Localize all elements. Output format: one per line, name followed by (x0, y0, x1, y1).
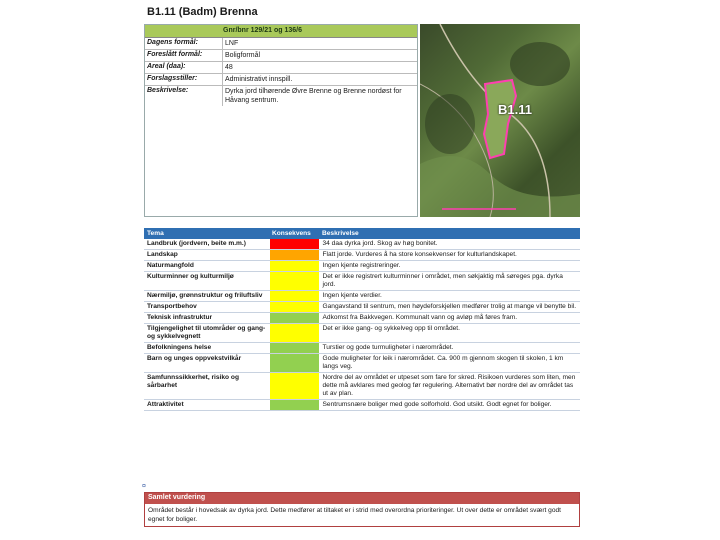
assessment-table (144, 228, 580, 411)
info-key: Foreslått formål: (145, 50, 223, 61)
row-tema: Teknisk infrastruktur (144, 313, 269, 324)
info-value: Administrativt innspill. (225, 76, 293, 83)
summary-header: Samlet vurdering (145, 493, 579, 504)
row-beskrivelse: Det er ikke registrert kulturminner i området, men søkjaktig må søreges pga. dyrka jord. (319, 272, 580, 291)
table-row (144, 291, 580, 302)
consequence-swatch (269, 291, 319, 302)
table-row (144, 400, 580, 411)
row-tema: Tilgjengelighet til utområder og gang- og sykkelvegnett (144, 324, 269, 343)
info-row-area (145, 62, 417, 74)
consequence-swatch (269, 343, 319, 354)
info-value: Dyrka jord tilhørende Øvre Brenne og Brenne nordøst for Håvang sentrum. (225, 88, 402, 104)
table-row (144, 343, 580, 354)
consequence-swatch (269, 250, 319, 261)
row-tema: Samfunnssikkerhet, risiko og sårbarhet (144, 373, 269, 400)
info-row-current-purpose (145, 38, 417, 50)
row-tema: Attraktivitet (144, 400, 269, 411)
consequence-swatch (269, 261, 319, 272)
column-header-tema: Tema (144, 228, 269, 239)
row-tema: Transportbehov (144, 302, 269, 313)
table-row (144, 354, 580, 373)
row-tema: Barn og unges oppvekstvilkår (144, 354, 269, 373)
table-row (144, 373, 580, 400)
table-row (144, 261, 580, 272)
row-beskrivelse: Det er ikke gang- og sykkelveg opp til området. (319, 324, 580, 343)
consequence-swatch (269, 239, 319, 250)
table-row (144, 302, 580, 313)
info-value: LNF (225, 40, 239, 47)
paragraph-marker: ¤ (142, 483, 146, 490)
row-tema: Naturmangfold (144, 261, 269, 272)
consequence-swatch (269, 400, 319, 411)
consequence-swatch (269, 373, 319, 400)
summary-box (144, 492, 580, 527)
consequence-swatch (269, 313, 319, 324)
info-value: 48 (225, 64, 233, 71)
row-tema: Landskap (144, 250, 269, 261)
row-beskrivelse: Sentrumsnære boliger med gode solforhold. God utsikt. Godt egnet for boliger. (319, 400, 580, 411)
row-beskrivelse: Gangavstand til sentrum, men høydeforskjellen medfører trolig at mange vil benytte bil. (319, 302, 580, 313)
row-beskrivelse: Ingen kjente registreringer. (319, 261, 580, 272)
row-tema: Nærmiljø, grønnstruktur og friluftsliv (144, 291, 269, 302)
info-header: Gnr/bnr 129/21 og 136/6 (145, 25, 417, 38)
assessment-header-row (144, 228, 580, 239)
row-tema: Kulturminner og kulturmiljø (144, 272, 269, 291)
table-row (144, 239, 580, 250)
row-beskrivelse: Nordre del av området er utpeset som fare for skred. Risikoen vurderes som liten, men dette må avklares med geolog før regulering. Alternativt bør nordre del av området tas ut av plan. (319, 373, 580, 400)
info-key: Beskrivelse: (145, 86, 223, 106)
row-tema: Landbruk (jordvern, beite m.m.) (144, 239, 269, 250)
row-beskrivelse: Flatt jorde. Vurderes å ha store konsekvenser for kulturlandskapet. (319, 250, 580, 261)
info-key: Dagens formål: (145, 38, 223, 49)
table-row (144, 250, 580, 261)
column-header-beskrivelse: Beskrivelse (319, 228, 580, 239)
row-tema: Befolkningens helse (144, 343, 269, 354)
table-row (144, 313, 580, 324)
table-row (144, 324, 580, 343)
column-header-konsekvens: Konsekvens (269, 228, 319, 239)
info-row-proposer (145, 74, 417, 86)
info-value: Boligformål (225, 52, 261, 59)
consequence-swatch (269, 272, 319, 291)
info-table (144, 24, 418, 217)
map-area-label: B1.11 (498, 102, 532, 117)
aerial-map-image (420, 24, 580, 217)
info-row-description (145, 86, 417, 106)
consequence-swatch (269, 324, 319, 343)
info-key: Forslagsstiller: (145, 74, 223, 85)
row-beskrivelse: Ingen kjente verdier. (319, 291, 580, 302)
page-title: B1.11 (Badm) Brenna (147, 6, 258, 18)
row-beskrivelse: Turstier og gode turmuligheter i nærområdet. (319, 343, 580, 354)
row-beskrivelse: Gode muligheter for leik i nærområdet. Ca. 900 m gjennom skogen til skolen, 1 km langs veg. (319, 354, 580, 373)
summary-text: Området består i hovedsak av dyrka jord. Dette medfører at tiltaket er i strid med overordna prioriteringer. Ut over dette er området svært godt egnet for boliger. (148, 507, 562, 523)
map-graphic (420, 24, 580, 217)
row-beskrivelse: 34 daa dyrka jord. Skog av høg bonitet. (319, 239, 580, 250)
consequence-swatch (269, 354, 319, 373)
info-key: Areal (daa): (145, 62, 223, 73)
row-beskrivelse: Adkomst fra Bakkvegen. Kommunalt vann og avløp må føres fram. (319, 313, 580, 324)
table-row (144, 272, 580, 291)
consequence-swatch (269, 302, 319, 313)
info-row-proposed-purpose (145, 50, 417, 62)
